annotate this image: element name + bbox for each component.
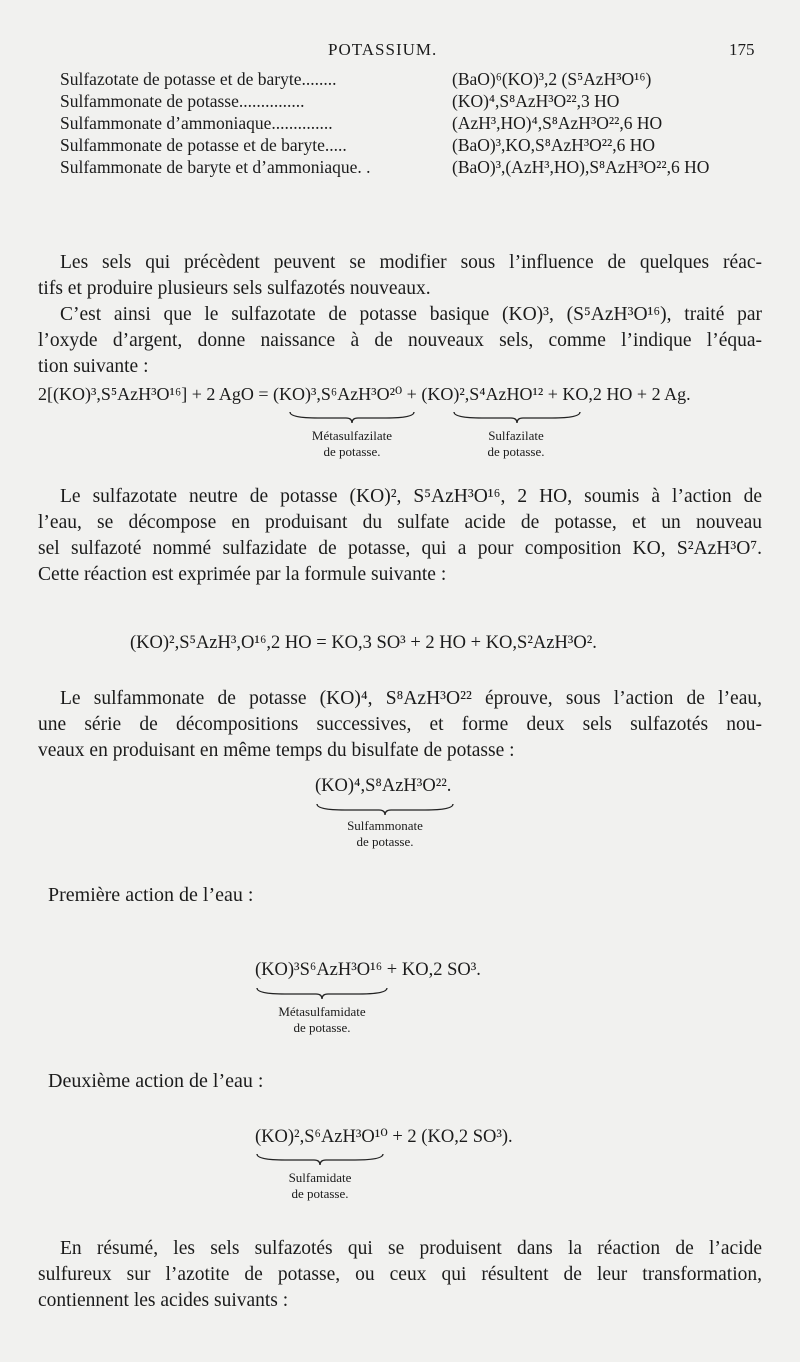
brace-label-line: Sulfammonate	[347, 818, 423, 833]
text-line: Le sulfammonate de potasse (KO)⁴, S⁸AzH³O²² éprouve, sous l’action de l’eau,	[60, 688, 762, 709]
label-sulfamidate	[260, 1170, 380, 1202]
salt-row	[60, 68, 780, 90]
paragraph-sulfazotate-neutre	[38, 484, 762, 588]
brace-label-line: Métasulfazilate	[311, 428, 393, 443]
salt-row	[60, 134, 780, 156]
label-metasulfamidate	[262, 1004, 382, 1036]
salt-name: Sulfammonate de potasse...............	[60, 91, 305, 111]
salt-formula: (BaO)⁶(KO)³,2 (S⁵AzH³O¹⁶)	[452, 69, 652, 89]
equation-sulfazidate: (KO)²,S⁵AzH³,O¹⁶,2 HO = KO,3 SO³ + 2 HO + KO,S²AzH³O².	[130, 633, 597, 653]
text-line: tifs et produire plusieurs sels sulfazotés nouveaux.	[38, 278, 431, 299]
brace-label-line: Sulfazilate	[488, 428, 544, 443]
text-line: sel sulfazoté nommé sulfazidate de potasse, qui a pour composition KO, S²AzH³O⁷.	[38, 538, 762, 559]
text-line: En résumé, les sels sulfazotés qui se produisent dans la réaction de l’acide	[60, 1238, 762, 1259]
running-title: POTASSIUM.	[328, 40, 438, 59]
brace-label-line: de potasse.	[293, 1020, 351, 1035]
text-line: contiennent les acides suivants :	[38, 1290, 289, 1311]
salt-formula: (BaO)³,KO,S⁸AzH³O²²,6 HO	[452, 135, 656, 155]
salt-row	[60, 112, 780, 134]
text-line: Les sels qui précèdent peuvent se modifier sous l’influence de quelques réac-	[60, 252, 762, 273]
label-metasulfazilate	[292, 428, 412, 460]
brace-sulfazilate	[452, 410, 582, 424]
salt-formula: (KO)⁴,S⁸AzH³O²²,3 HO	[452, 91, 620, 111]
brace-label-line: de potasse.	[291, 1186, 349, 1201]
running-header	[0, 40, 800, 64]
heading-deuxieme-action: Deuxième action de l’eau :	[48, 1070, 264, 1092]
text-line: Cette réaction est exprimée par la formule suivante :	[38, 564, 447, 585]
heading-premiere-action: Première action de l’eau :	[48, 884, 254, 906]
salt-list	[60, 68, 780, 178]
equation-premiere-action: (KO)³S⁶AzH³O¹⁶ + KO,2 SO³.	[255, 960, 481, 980]
text-line: sulfureux sur l’azotite de potasse, ou ceux qui résultent de leur transformation,	[38, 1264, 762, 1285]
brace-metasulfazilate	[288, 410, 416, 424]
salt-name: Sulfammonate de baryte et d’ammoniaque. .	[60, 157, 371, 177]
salt-formula: (BaO)³,(AzH³,HO),S⁸AzH³O²²,6 HO	[452, 157, 710, 177]
brace-metasulfamidate	[255, 986, 389, 1000]
salt-row	[60, 156, 780, 178]
brace-sulfammonate	[315, 802, 455, 816]
brace-label-line: Sulfamidate	[288, 1170, 352, 1185]
text-line: une série de décompositions successives, et forme deux sels sulfazotés nou-	[38, 714, 762, 735]
salt-name: Sulfammonate de potasse et de baryte.....	[60, 135, 347, 155]
text-line: Le sulfazotate neutre de potasse (KO)², S⁵AzH³O¹⁶, 2 HO, soumis à l’action de	[60, 486, 762, 507]
equation-deuxieme-action: (KO)²,S⁶AzH³O¹⁰ + 2 (KO,2 SO³).	[255, 1127, 513, 1147]
label-sulfazilate	[456, 428, 576, 460]
paragraph-oxyde-argent	[38, 276, 762, 380]
brace-label-line: Métasulfamidate	[278, 1004, 366, 1019]
label-sulfammonate	[325, 818, 445, 850]
brace-label-line: de potasse.	[487, 444, 545, 459]
paragraph-sulfammonate	[38, 686, 762, 764]
brace-label-line: de potasse.	[356, 834, 414, 849]
text-line: l’eau, se décompose en produisant du sulfate acide de potasse, et un nouveau	[38, 512, 762, 533]
paragraph-en-resume	[38, 1236, 762, 1314]
text-line: C’est ainsi que le sulfazotate de potasse basique (KO)³, (S⁵AzH³O¹⁶), traité par	[60, 304, 762, 325]
brace-sulfamidate	[255, 1152, 385, 1166]
equation-sulfammonate: (KO)⁴,S⁸AzH³O²².	[315, 776, 452, 796]
salt-row	[60, 90, 780, 112]
salt-formula: (AzH³,HO)⁴,S⁸AzH³O²²,6 HO	[452, 113, 663, 133]
salt-name: Sulfammonate d’ammoniaque..............	[60, 113, 333, 133]
text-line: l’oxyde d’argent, donne naissance à de nouveaux sels, comme l’indique l’équa-	[38, 330, 762, 351]
salt-name: Sulfazotate de potasse et de baryte........	[60, 69, 337, 89]
equation-argent: 2[(KO)³,S⁵AzH³O¹⁶] + 2 AgO = (KO)³,S⁶AzH³O²⁰ + (KO)²,S⁴AzHO¹² + KO,2 HO + 2 Ag.	[38, 384, 691, 404]
text-line: tion suivante :	[38, 356, 149, 377]
brace-label-line: de potasse.	[323, 444, 381, 459]
text-line: veaux en produisant en même temps du bisulfate de potasse :	[38, 740, 515, 761]
page-number: 175	[729, 40, 755, 59]
